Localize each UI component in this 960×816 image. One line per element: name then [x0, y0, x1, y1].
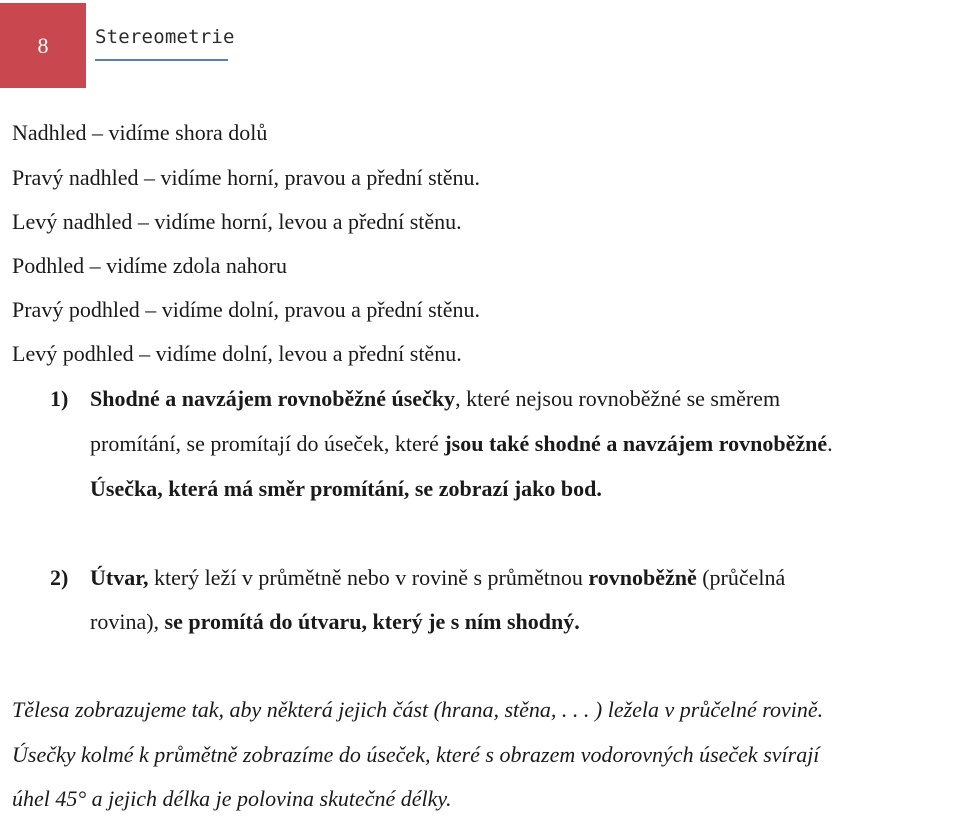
rule-1-text: , které nejsou rovnoběžné se směrem: [455, 386, 781, 411]
view-line-left-bottom: Levý podhled – vidíme dolní, levou a přední stěnu.: [12, 341, 462, 366]
chapter-title: Stereometrie: [95, 26, 235, 48]
rule-2-number: 2): [50, 565, 69, 590]
rule-2-bold-result: se promítá do útvaru, který je s ním shodný.: [164, 609, 580, 634]
page-number: 8: [37, 32, 49, 58]
rule-2-bold-term: Útvar,: [90, 565, 149, 590]
rule-1-line-3: [90, 476, 602, 502]
rule-1-line-2: [90, 431, 833, 457]
rule-2-text: který leží v průmětně nebo v rovině s průmětnou: [148, 565, 589, 590]
view-line-left-top: Levý nadhled – vidíme horní, levou a přední stěnu.: [12, 209, 462, 234]
chapter-title-underline: [95, 59, 228, 61]
rule-1-line-1: [90, 386, 780, 412]
view-line-bottom: Podhled – vidíme zdola nahoru: [12, 253, 287, 278]
view-line-top: Nadhled – vidíme shora dolů: [12, 120, 268, 145]
view-line-right-top: Pravý nadhled – vidíme horní, pravou a přední stěnu.: [12, 165, 481, 190]
rule-2-line-2: [90, 609, 580, 635]
rule-2-text: (průčelná: [696, 565, 786, 590]
rule-2-line-1: [90, 565, 785, 591]
rule-2-bold-parallel: rovnoběžně: [588, 565, 697, 590]
note-line-1: Tělesa zobrazujeme tak, aby některá jejich část (hrana, stěna, . . . ) ležela v průčelné rovině.: [12, 697, 824, 722]
rule-2-text: rovina),: [90, 609, 165, 634]
view-line-right-bottom: Pravý podhled – vidíme dolní, pravou a přední stěnu.: [12, 297, 481, 322]
rule-1-bold-result: jsou také shodné a navzájem rovnoběžné: [444, 431, 828, 456]
rule-1-text: .: [827, 431, 833, 456]
note-line-3: úhel 45° a jejich délka je polovina skutečné délky.: [12, 786, 452, 811]
rule-1-text: promítání, se promítají do úseček, které: [90, 431, 445, 456]
rule-1-bold-point: Úsečka, která má směr promítání, se zobrazí jako bod.: [90, 476, 602, 501]
rule-1-number: 1): [50, 386, 69, 411]
note-line-2: Úsečky kolmé k průmětně zobrazíme do úseček, které s obrazem vodorovných úseček svírají: [12, 742, 820, 767]
page-number-badge: [0, 3, 86, 88]
rule-1-bold-term: Shodné a navzájem rovnoběžné úsečky: [90, 386, 456, 411]
